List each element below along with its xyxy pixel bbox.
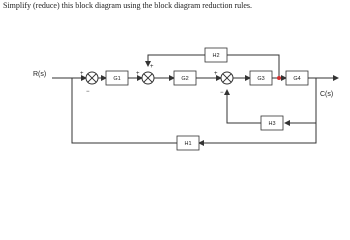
question-text: Simplify (reduce) this block diagram using the block diagram reduction rules.: [3, 1, 253, 10]
g3-label: G3: [257, 76, 265, 82]
sum2-feedback-sign: +: [150, 64, 154, 70]
wire-h2-to-sum2: [148, 55, 205, 66]
summing-junction-3: [221, 72, 233, 84]
block-h1: [177, 136, 199, 150]
pickoff-point: [277, 76, 281, 80]
input-label: R(s): [33, 71, 47, 78]
h3-label: H3: [268, 121, 276, 127]
block-g1: [106, 71, 128, 85]
h1-loop: [72, 78, 316, 143]
sum3-minus-sign: −: [220, 90, 224, 96]
g1-label: G1: [113, 76, 121, 82]
g4-label: G4: [293, 76, 301, 82]
wire-h1-return: [72, 78, 177, 143]
summing-junction-2: [142, 72, 154, 84]
h2-label: H2: [212, 53, 220, 59]
block-g2: [174, 71, 196, 85]
sum2-plus-sign: +: [136, 71, 140, 77]
output-label: C(s): [320, 91, 334, 98]
block-h3: [261, 116, 283, 130]
h1-label: H1: [184, 141, 192, 147]
sum3-plus-sign: +: [214, 71, 218, 77]
block-h2: [205, 48, 227, 62]
summing-junction-1: [86, 72, 98, 84]
sum1-minus-sign: −: [86, 89, 90, 95]
g2-label: G2: [181, 76, 189, 82]
block-g3: [250, 71, 272, 85]
block-g4: [286, 71, 308, 85]
wire-h1-from-output: [199, 123, 316, 143]
sum1-plus-sign: +: [80, 71, 84, 77]
wire-h3-to-sum3: [227, 90, 261, 123]
